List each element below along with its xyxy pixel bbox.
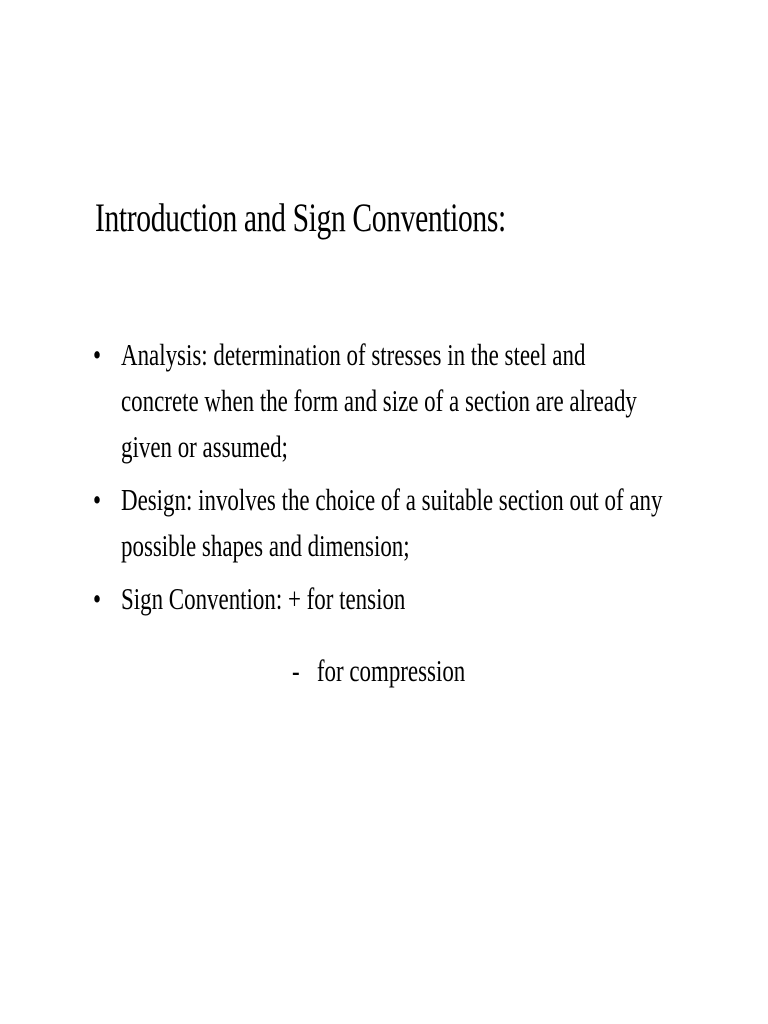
bullet-list	[90, 332, 768, 629]
bullet-dot-icon: •	[93, 482, 102, 517]
bullet-line: given or assumed;	[121, 429, 288, 464]
bullet-line: Design: involves the choice of a suitable section out of any	[121, 482, 663, 517]
slide-title: Introduction and Sign Conventions:	[95, 195, 506, 240]
bullet-dot-icon: •	[93, 581, 102, 616]
bullet-text-sign-convention	[121, 576, 691, 622]
bullet-item-design	[90, 477, 768, 569]
bullet-line: Sign Convention: + for tension	[121, 581, 406, 616]
compression-convention-line: - for compression	[292, 653, 466, 688]
bullet-item-sign-convention	[90, 576, 768, 622]
bullet-line: possible shapes and dimension;	[121, 528, 410, 563]
bullet-line: concrete when the form and size of a section are already	[121, 383, 637, 418]
bullet-item-analysis	[90, 332, 768, 470]
bullet-line: Analysis: determination of stresses in the steel and	[121, 337, 586, 372]
bullet-text-design	[121, 477, 691, 569]
bullet-dot-icon: •	[93, 337, 102, 372]
bullet-text-analysis	[121, 332, 691, 470]
